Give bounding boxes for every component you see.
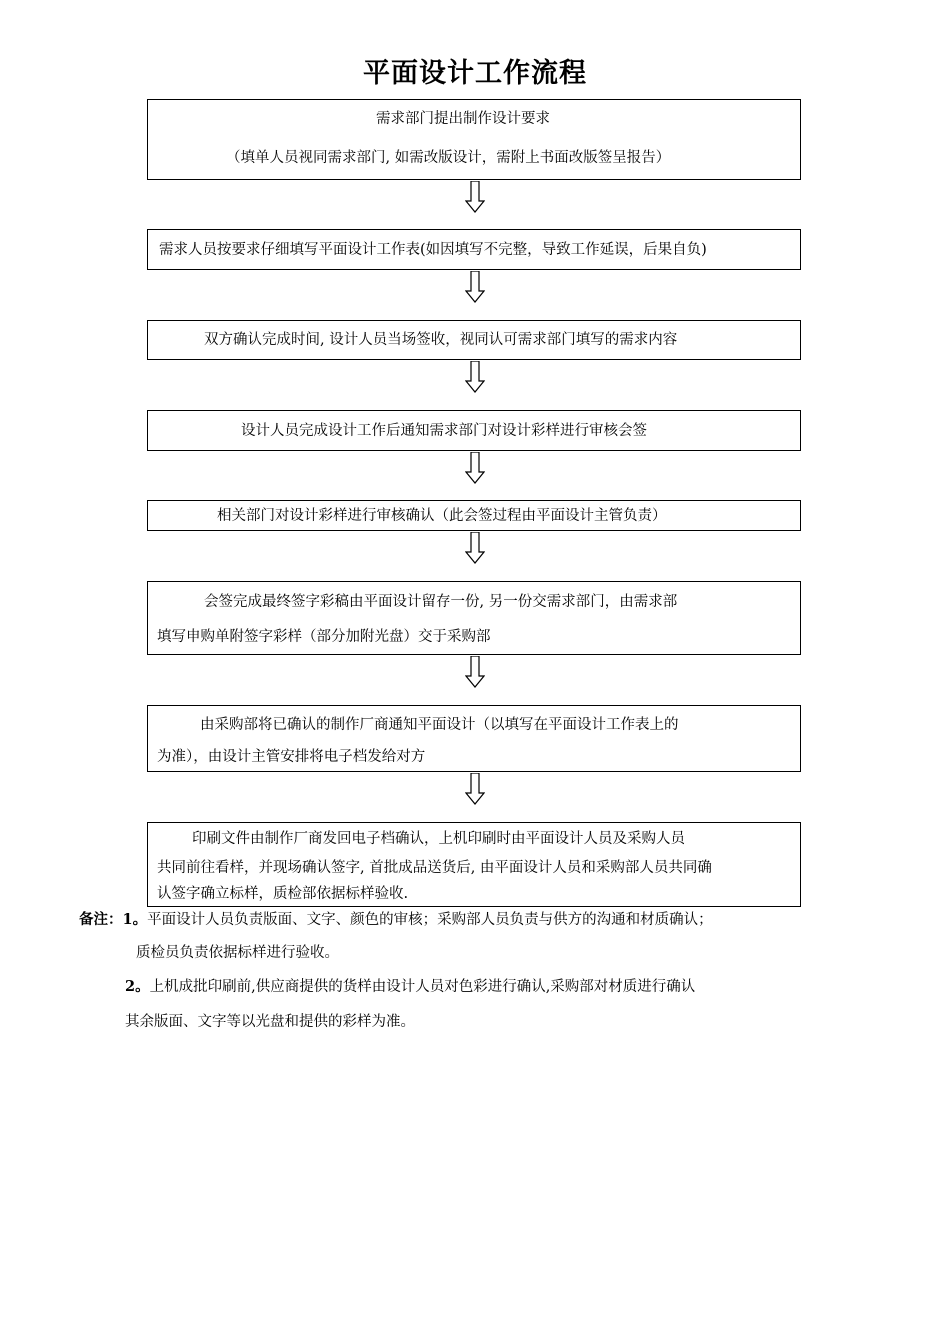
step-8-line-3: 认签字确立标样，质检部依据标样验收.: [157, 886, 409, 902]
flow-step-6: [147, 581, 801, 655]
down-arrow-icon: [465, 361, 485, 393]
step-2-line-1: 需求人员按要求仔细填写平面设计工作表(如因填写不完整，导致工作延误，后果自负): [159, 242, 707, 258]
step-1-line-1: 需求部门提出制作设计要求: [376, 111, 550, 127]
down-arrow-icon: [465, 532, 485, 564]
down-arrow-icon: [465, 452, 485, 484]
down-arrow-icon: [465, 773, 485, 805]
flow-step-7: [147, 705, 801, 772]
note-2-line-2: 其余版面、文字等以光盘和提供的彩样为准。: [125, 1014, 415, 1030]
step-8-line-1: 印刷文件由制作厂商发回电子档确认，上机印刷时由平面设计人员及采购人员: [192, 831, 685, 847]
page-title: 平面设计工作流程: [363, 58, 587, 89]
note-1-text: 平面设计人员负责版面、文字、颜色的审核；采购部人员负责与供方的沟通和材质确认；: [147, 912, 713, 928]
step-4-line-1: 设计人员完成设计工作后通知需求部门对设计彩样进行审核会签: [241, 423, 647, 439]
note-2-line-1: [125, 977, 695, 997]
down-arrow-icon: [465, 271, 485, 303]
step-7-line-1: 由采购部将已确认的制作厂商通知平面设计（以填写在平面设计工作表上的: [200, 717, 679, 733]
flow-step-4: [147, 410, 801, 451]
note-1-number: 1。: [122, 911, 148, 928]
note-1-line-1: [79, 910, 713, 930]
flow-step-1: [147, 99, 801, 180]
step-7-line-2: 为准），由设计主管安排将电子档发给对方: [157, 749, 426, 765]
flow-step-2: [147, 229, 801, 270]
step-1-line-2: （填单人员视同需求部门, 如需改版设计，需附上书面改版签呈报告）: [226, 150, 671, 166]
note-1-line-2: 质检员负责依据标样进行验收。: [136, 945, 339, 961]
flow-step-3: [147, 320, 801, 360]
step-3-line-1: 双方确认完成时间, 设计人员当场签收，视同认可需求部门填写的需求内容: [204, 332, 678, 348]
note-2-number: 2。: [125, 978, 150, 995]
note-label: 备注：: [79, 911, 123, 928]
step-6-line-2: 填写申购单附签字彩样（部分加附光盘）交于采购部: [157, 629, 491, 645]
flow-step-8: [147, 822, 801, 907]
note-2-text: 上机成批印刷前,供应商提供的货样由设计人员对色彩进行确认,采购部对材质进行确认: [149, 979, 696, 995]
flow-step-5: [147, 500, 801, 531]
step-5-line-1: 相关部门对设计彩样进行审核确认（此会签过程由平面设计主管负责）: [217, 508, 667, 524]
down-arrow-icon: [465, 181, 485, 213]
step-8-line-2: 共同前往看样，并现场确认签字, 首批成品送货后, 由平面设计人员和采购部人员共同确: [157, 860, 712, 876]
down-arrow-icon: [465, 656, 485, 688]
step-6-line-1: 会签完成最终签字彩稿由平面设计留存一份, 另一份交需求部门，由需求部: [204, 594, 678, 610]
